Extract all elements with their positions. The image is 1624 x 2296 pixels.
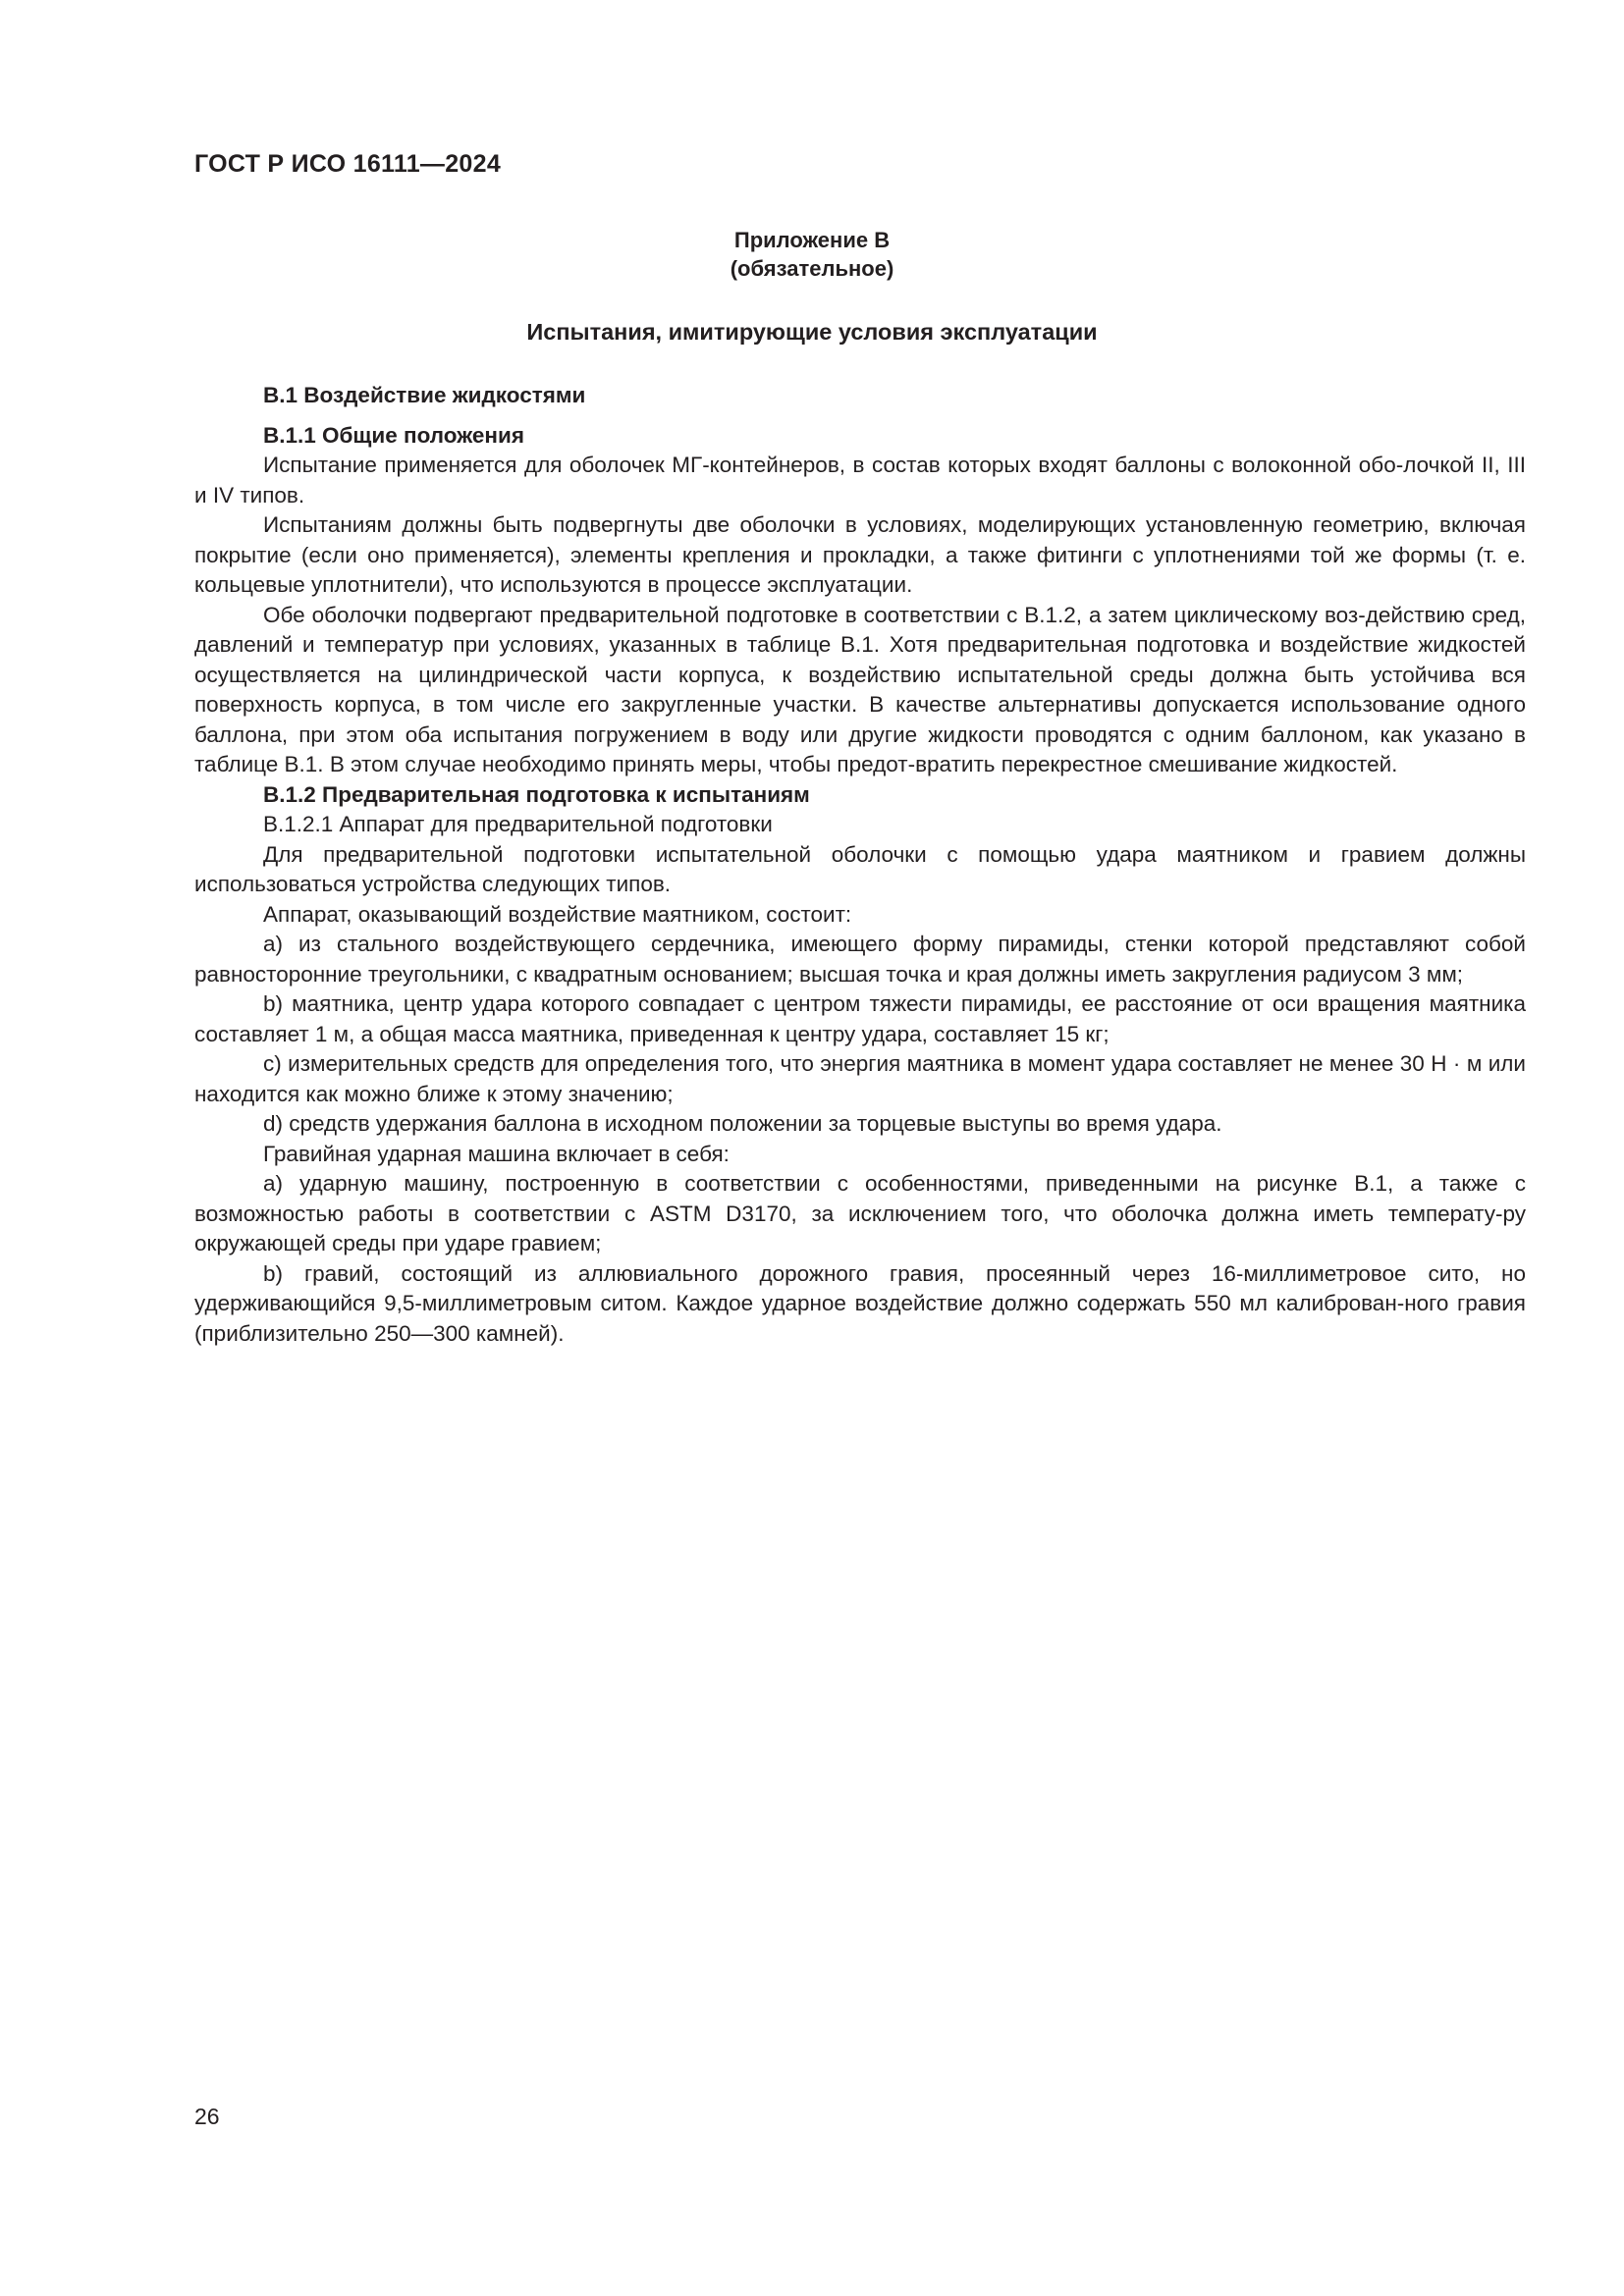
body-text — [194, 381, 1526, 1349]
paragraph: Испытание применяется для оболочек МГ-контейнеров, в состав которых входят баллоны с волоконной обо-лочкой II, III и IV типов. — [194, 453, 1526, 507]
page-number: 26 — [194, 2104, 220, 2129]
appendix-heading — [0, 226, 1624, 283]
paragraph: Испытаниям должны быть подвергнуты две оболочки в условиях, моделирующих установленную геометрию, включая покрытие (если оно применяется), элементы крепления и прокладки, а также фитинги с уплотнениями той же формы (т. е. кольцевые уплотнители), что используются в процессе эксплуатации. — [194, 512, 1526, 597]
list-item: a) из стального воздействующего сердечника, имеющего форму пирамиды, стенки которой представляют собой равносторонние треугольники, с квадратным основанием; высшая точка и края должны иметь закругления радиусом 3 мм; — [194, 932, 1526, 987]
paragraph: Аппарат, оказывающий воздействие маятником, состоит: — [263, 901, 852, 927]
paragraph: В.1.2.1 Аппарат для предварительной подготовки — [263, 812, 773, 836]
list-item: a) ударную машину, построенную в соответствии с особенностями, приведенными на рисунке В.1, а также с возможностью работы в соответствии с ASTM D3170, за исключением того, что оболочка должна иметь температу-ру окружающей среды при ударе гравием; — [194, 1171, 1526, 1255]
appendix-name: Испытания, имитирующие условия эксплуатации — [526, 319, 1098, 345]
section-heading-b1: В.1 Воздействие жидкостями — [263, 383, 586, 407]
list-item: d) средств удержания баллона в исходном положении за торцевые выступы во время удара. — [263, 1111, 1222, 1136]
appendix-status: (обязательное) — [730, 256, 894, 281]
paragraph: Обе оболочки подвергают предварительной подготовке в соответствии с В.1.2, а затем циклическому воз-действию сред, давлений и температур при условиях, указанных в таблице В.1. Хотя предварительная подготовка и воздействие жидкостей осуществляется на цилиндрической части корпуса, к воздействию испытательной среды должна быть устойчива вся поверхность корпуса, в том числе его закругленные участки. В качестве альтернативы допускается использование одного баллона, при этом оба испытания погружением в воду или другие жидкости проводятся с одним баллоном, как указано в таблице В.1. В этом случае необходимо принять меры, чтобы предот-вратить перекрестное смешивание жидкостей. — [194, 602, 1526, 776]
section-heading-b12: В.1.2 Предварительная подготовка к испытаниям — [263, 781, 810, 807]
document-code: ГОСТ Р ИСО 16111—2024 — [194, 150, 502, 178]
paragraph: Для предварительной подготовки испытательной оболочки с помощью удара маятником и гравием должны использоваться устройства следующих типов. — [194, 841, 1526, 896]
paragraph: Гравийная ударная машина включает в себя: — [263, 1141, 730, 1166]
list-item: b) маятника, центр удара которого совпадает с центром тяжести пирамиды, ее расстояние от оси вращения маятника составляет 1 м, а общая масса маятника, приведенная к центру удара, составляет 15 кг; — [194, 991, 1526, 1046]
section-heading-b11: В.1.1 Общие положения — [263, 422, 524, 448]
list-item: c) измерительных средств для определения того, что энергия маятника в момент удара составляет не менее 30 Н · м или находится как можно ближе к этому значению; — [194, 1051, 1526, 1106]
appendix-title: Приложение В — [733, 228, 891, 252]
list-item: b) гравий, состоящий из аллювиального дорожного гравия, просеянный через 16-миллиметровое сито, но удерживающийся 9,5-миллиметровым ситом. Каждое ударное воздействие должно содержать 550 мл калиброван-ного гравия (приблизительно 250—300 камней). — [194, 1260, 1526, 1346]
